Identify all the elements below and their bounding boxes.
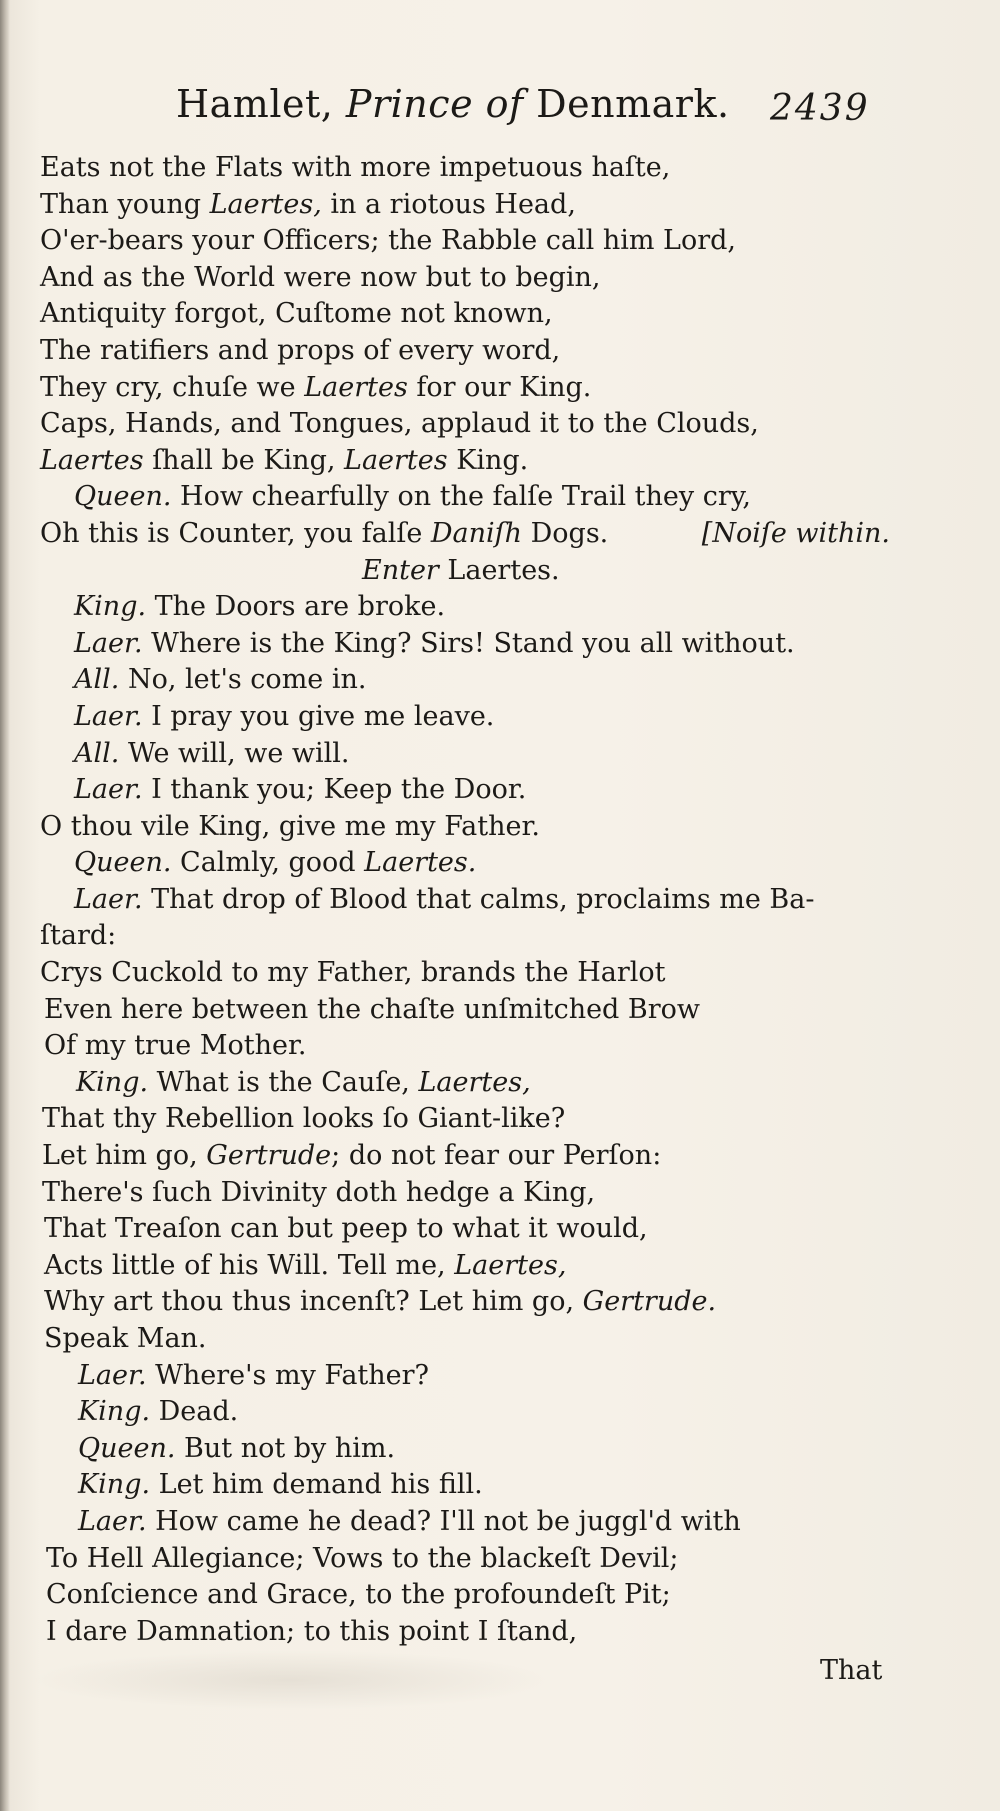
text-segment: Where is the King? Sirs! Stand you all without. [142,627,795,659]
text-segment: That Treaſon can but peep to what it would, [44,1213,648,1245]
text-line [0,1431,1000,1468]
italic-text-segment: All. [74,737,120,769]
text-line [0,1358,1000,1395]
text-line [0,882,1000,919]
italic-text-segment: Gertrude. [582,1286,717,1318]
stage-direction: [Noiſe within. [701,517,890,549]
text-segment: They cry, chuſe we [40,371,305,403]
text-segment: Laertes. [438,554,560,586]
italic-text-segment: Queen. [74,481,172,513]
text-line [0,1175,1000,1212]
text-segment: Crys Cuckold to my Father, brands the Harlot [40,957,666,989]
italic-text-segment: Laertes. [364,847,477,879]
text-segment: Let him demand his fill. [150,1469,483,1501]
text-segment: That thy Rebellion looks ſo Giant-like? [42,1103,566,1135]
text-line [0,1101,1000,1138]
text-segment: ſtard: [40,920,117,952]
catchword: That [820,1655,883,1686]
italic-text-segment: Laer. [74,627,143,659]
text-line [0,1065,1000,1102]
italic-text-segment: Laer. [78,1505,147,1537]
italic-text-segment: King. [78,1396,151,1428]
text-line [0,699,1000,736]
text-line [0,1248,1000,1285]
text-line [0,223,1000,260]
text-line [0,1138,1000,1175]
header-title-prince: Prince of [345,82,524,126]
text-segment: To Hell Allegiance; Vows to the blackeſt Devil; [46,1542,679,1574]
italic-text-segment: Daniſh [430,517,523,549]
text-segment: There's ſuch Divinity doth hedge a King, [42,1176,596,1208]
text-segment: I pray you give me leave. [142,700,495,732]
text-segment: Why art thou thus incenſt? Let him go, [44,1286,583,1318]
italic-text-segment: All. [74,664,120,696]
text-segment: Where's my Father? [146,1359,430,1391]
text-segment: Oh this is Counter, you falſe [40,517,431,549]
text-segment: That drop of Blood that calms, proclaims me Ba- [142,883,815,915]
text-line [0,662,1000,699]
italic-text-segment: Laer. [74,883,143,915]
text-line [0,479,1000,516]
italic-text-segment: Laer. [78,1359,147,1391]
text-line [0,955,1000,992]
text-segment: Dogs. [522,517,609,549]
text-line [0,992,1000,1029]
text-segment: Even here between the chaſte unſmitched Brow [44,993,701,1025]
text-line [0,1028,1000,1065]
text-line [0,1321,1000,1358]
text-segment: I thank you; Keep the Door. [142,774,527,806]
text-line [0,1504,1000,1541]
italic-text-segment: Queen. [78,1432,176,1464]
text-segment: Caps, Hands, and Tongues, applaud it to the Clouds, [40,408,759,440]
text-segment: The Doors are broke. [146,591,446,623]
text-segment: in a riotous Head, [321,188,576,220]
italic-text-segment: Laer. [74,774,143,806]
text-segment: How chearfully on the falſe Trail they cry, [171,481,752,513]
italic-text-segment: Laertes [344,444,448,476]
text-segment: We will, we will. [119,737,350,769]
text-line [0,333,1000,370]
text-line [0,406,1000,443]
text-line [0,1394,1000,1431]
text-segment: Dead. [150,1396,239,1428]
italic-text-segment: King. [74,591,147,623]
text-line [0,1467,1000,1504]
text-segment: Calmly, good [171,847,365,879]
text-segment: Than young [40,188,210,220]
italic-text-segment: King. [76,1066,149,1098]
text-line [0,187,1000,224]
text-segment: The ratifiers and props of every word, [40,334,561,366]
text-segment: Of my true Mother. [44,1030,307,1062]
play-text [0,150,1000,1650]
text-segment: O thou vile King, give me my Father. [40,810,540,842]
italic-text-segment: Queen. [74,847,172,879]
text-segment: O'er-bears your Officers; the Rabble call him Lord, [40,225,737,257]
text-segment: Eats not the Flats with more impetuous haſte, [40,152,671,183]
header-title-denmark: Denmark. [536,82,730,126]
text-line [0,736,1000,773]
italic-text-segment: Laertes, [209,188,322,220]
text-line [0,260,1000,297]
italic-text-segment: Enter [362,554,439,586]
text-segment: And as the World were now but to begin, [40,261,601,293]
text-segment: What is the Cauſe, [148,1066,419,1098]
text-segment: ; do not fear our Perſon: [331,1140,662,1172]
text-line [0,918,1000,955]
running-header [176,82,730,126]
text-line [0,1614,1000,1651]
text-segment: ſhall be King, [143,444,345,476]
text-segment: Speak Man. [44,1323,207,1354]
text-line [0,772,1000,809]
text-segment: But not by him. [175,1432,396,1464]
text-line [0,516,1000,553]
text-segment: I dare Damnation; to this point I ſtand, [46,1615,578,1647]
text-segment: Antiquity forgot, Cuſtome not known, [40,298,553,330]
italic-text-segment: Laer. [74,700,143,732]
text-line [0,553,1000,590]
italic-text-segment: Laertes [304,371,408,403]
text-line [0,589,1000,626]
italic-text-segment: Laertes, [418,1066,531,1098]
text-line [0,809,1000,846]
text-segment: King. [447,444,529,476]
text-line [0,296,1000,333]
text-line [0,443,1000,480]
page-number: 2439 [770,88,870,129]
italic-text-segment: Gertrude [206,1140,332,1172]
text-segment: for our King. [407,371,592,403]
text-line [0,626,1000,663]
text-segment: How came he dead? I'll not be juggl'd with [146,1505,741,1537]
text-line [0,1577,1000,1614]
text-segment: Acts little of his Will. Tell me, [44,1249,455,1281]
text-line [0,1211,1000,1248]
text-segment: Let him go, [42,1140,207,1172]
page-stain [30,1650,550,1710]
italic-text-segment: Laertes, [454,1249,567,1281]
text-line [0,1541,1000,1578]
text-line [0,150,1000,187]
italic-text-segment: King. [78,1469,151,1501]
text-segment: Conſcience and Grace, to the profoundeſt Pit; [46,1579,671,1611]
text-line [0,370,1000,407]
text-line [0,1284,1000,1321]
header-title-hamlet: Hamlet, [176,82,334,126]
text-line [0,845,1000,882]
text-segment: No, let's come in. [119,664,367,696]
italic-text-segment: Laertes [40,444,144,476]
